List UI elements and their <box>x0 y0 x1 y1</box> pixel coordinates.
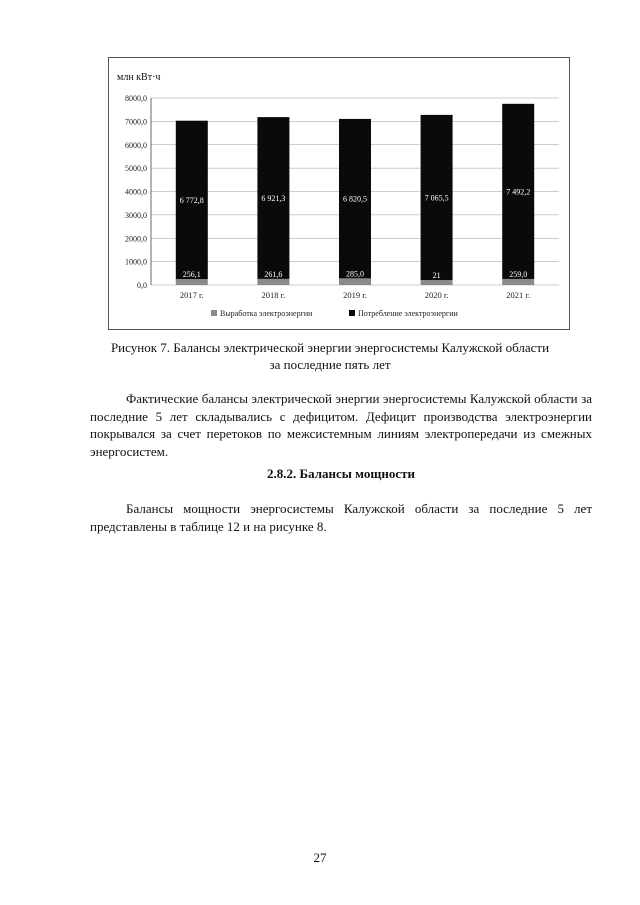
data-label-generation: 285,0 <box>346 269 364 279</box>
y-tick-label: 2000,0 <box>125 234 147 244</box>
legend-label-generation: Выработка электроэнергии <box>220 309 313 318</box>
y-tick-label: 1000,0 <box>125 257 147 267</box>
caption-line-2: за последние пять лет <box>269 357 391 372</box>
balance-chart <box>109 58 569 329</box>
bar-generation <box>257 279 289 285</box>
chart-frame <box>108 57 570 330</box>
data-label-consumption: 6 921,3 <box>261 193 286 203</box>
bar-generation <box>421 280 453 285</box>
data-label-generation: 21 <box>432 271 441 281</box>
y-axis-label: млн кВт·ч <box>117 72 161 83</box>
legend-swatch-consumption <box>349 310 355 316</box>
page-number: 27 <box>313 850 327 865</box>
data-label-consumption: 7 492,2 <box>506 187 531 197</box>
caption-line-1: Рисунок 7. Балансы электрической энергии энергосистемы Калужской области <box>110 340 550 355</box>
data-label-consumption: 7 065,5 <box>424 193 449 203</box>
bar-generation <box>339 278 371 285</box>
data-label-consumption: 6 772,8 <box>179 195 204 205</box>
x-tick-label: 2017 г. <box>179 290 204 300</box>
data-label-generation: 261,6 <box>264 269 283 279</box>
y-tick-label: 8000,0 <box>125 94 147 103</box>
y-tick-label: 5000,0 <box>125 164 147 174</box>
x-tick-label: 2021 г. <box>506 290 531 300</box>
data-label-generation: 256,1 <box>182 270 201 280</box>
x-tick-label: 2018 г. <box>261 290 286 300</box>
paragraph-energy-balance: Фактические балансы электрической энергии энергосистемы Калужской области за последние 5 лет складывались с дефицитом. Дефицит производства электроэнергии покрывался за счет перетоков по межсистемным линиям электропередачи из смежных энергосистем. <box>90 391 592 459</box>
section-heading: 2.8.2. Балансы мощности <box>267 466 415 481</box>
y-tick-label: 3000,0 <box>125 210 147 220</box>
figure-caption <box>60 339 600 373</box>
data-label-consumption: 6 820,5 <box>343 194 367 204</box>
x-tick-label: 2019 г. <box>343 290 367 300</box>
legend-label-consumption: Потребление электроэнергии <box>358 309 458 318</box>
y-tick-label: 6000,0 <box>125 140 147 150</box>
data-label-generation: 259,0 <box>509 269 528 279</box>
legend-swatch-generation <box>211 310 217 316</box>
y-tick-label: 7000,0 <box>125 117 147 127</box>
bar-generation <box>176 279 208 285</box>
x-tick-label: 2020 г. <box>424 290 449 300</box>
bar-generation <box>502 279 534 285</box>
y-tick-label: 0,0 <box>137 281 147 290</box>
paragraph-power-balance: Балансы мощности энергосистемы Калужской области за последние 5 лет представлены в таблице 12 и на рисунке 8. <box>90 501 592 534</box>
y-tick-label: 4000,0 <box>125 187 147 197</box>
